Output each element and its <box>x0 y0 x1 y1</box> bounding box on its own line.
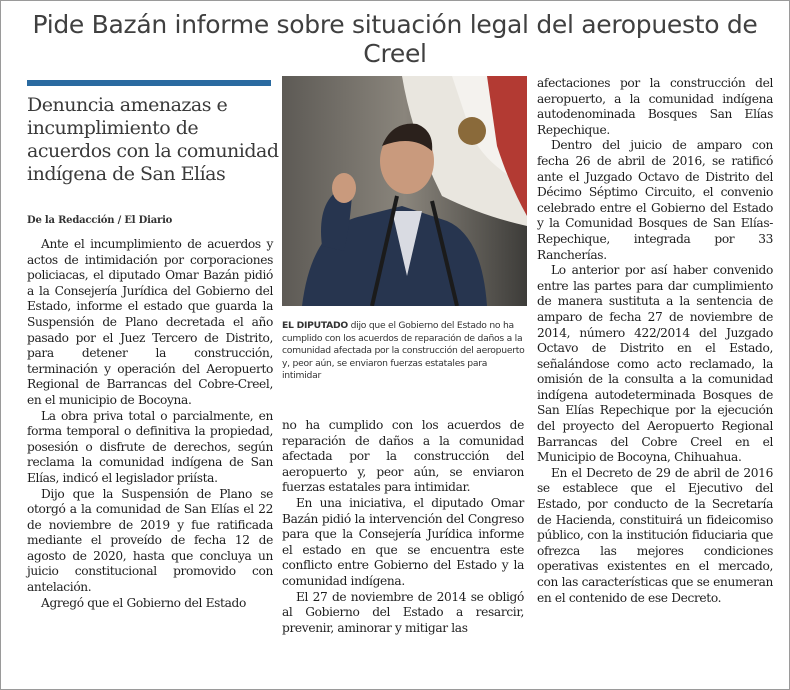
paragraph: Agregó que el Gobierno del Estado <box>41 595 246 610</box>
paragraph: Ante el incumplimiento de acuerdos y actos de intimidación por corporaciones policiacas, el diputado Omar Bazán pidió a la Consejería Jurídica del Gobierno del Estado, informe el estado que guarda la Suspensión de Plano decretada el año pasado por el Juez Tercero de Distrito, para detener la construcción, terminación y operación del Aeropuerto Regional de Barrancas del Cobre-Creel, en el municipio de Bocoyna. <box>27 237 273 407</box>
body-column-2 <box>282 418 524 636</box>
caption-text: dijo que el Gobierno del Estado no ha cumplido con los acuerdos de reparación de daños a la comunidad afectada por la construcción del aeropuerto y, peor aún, se enviaron fuerzas estatales para intimidar <box>282 320 525 381</box>
deck-rule <box>27 80 271 86</box>
paragraph: afectaciones por la construcción del aeropuerto, a la comunidad indígena autodenominada Bosques San Elías Repechique. <box>537 76 773 137</box>
photo-caption <box>282 320 526 383</box>
body-column-1 <box>27 237 273 611</box>
photo-deputy-speaking <box>282 76 527 306</box>
headline: Pide Bazán informe sobre situación legal del aeropuesto de Creel <box>32 10 758 68</box>
paragraph: Lo anterior por así haber convenido entre las partes para dar cumplimiento de manera sustituta a la sentencia de amparo de fecha 27 de noviembre de 2014, número 422/2014 del Juzgado Octavo de Distrito en el Estado, señalándose como acto reclamado, la omisión de la consulta a la comunidad indígena autodeterminada Bosques de San Elías Repechique por la ejecución del proyecto del Aeropuerto Regional Barrancas del Cobre Creel en el Municipio de Bocoyna, Chihuahua. <box>537 263 773 465</box>
paragraph: En el Decreto de 29 de abril de 2016 se establece que el Ejecutivo del Estado, por conducto de la Secretaría de Hacienda, constituirá un fideicomiso público, con la institución fiduciaria que ofrezca las mejores condiciones operativas existentes en el mercado, con las características que se enumeran en el contenido de ese Decreto. <box>537 465 773 605</box>
paragraph: En una iniciativa, el diputado Omar Bazán pidió la intervención del Congreso para que la Consejería Jurídica informe el estado en que se encuentra este conflicto entre Gobierno del Estado y la comunidad indígena. <box>282 495 524 588</box>
paragraph: La obra priva total o parcialmente, en forma temporal o definitiva la propiedad, posesión o disfrute de derechos, según reclama la comunidad indígena de San Elías, indicó el legislador priísta. <box>27 408 273 485</box>
byline: De la Redacción / El Diario <box>27 215 173 226</box>
body-column-3 <box>537 76 773 606</box>
deck-subheadline: Denuncia amenazas e incumplimiento de acuerdos con la comunidad indígena de San Elías <box>27 94 279 185</box>
paragraph: El 27 de noviembre de 2014 se obligó al Gobierno del Estado a resarcir, prevenir, aminorar y mitigar las <box>282 589 524 635</box>
paragraph: no ha cumplido con los acuerdos de reparación de daños a la comunidad afectada por la construcción del aeropuerto y, peor aún, se enviaron fuerzas estatales para intimidar. <box>282 418 524 495</box>
paragraph: Dijo que la Suspensión de Plano se otorgó a la comunidad de San Elías el 22 de noviembre de 2019 y fue ratificada mediante el proveído de fecha 12 de agosto de 2020, hasta que concluya un juicio constitucional promovido con antelación. <box>27 486 273 595</box>
caption-label: EL DIPUTADO <box>282 320 348 331</box>
paragraph: Dentro del juicio de amparo con fecha 26 de abril de 2016, se ratificó ante el Juzgado Octavo de Distrito del Décimo Séptimo Circuito, el convenio celebrado entre el Gobierno del Estado y la Comunidad Bosques de San Elías-Repechique, integrada por 33 Rancherías. <box>537 138 773 262</box>
